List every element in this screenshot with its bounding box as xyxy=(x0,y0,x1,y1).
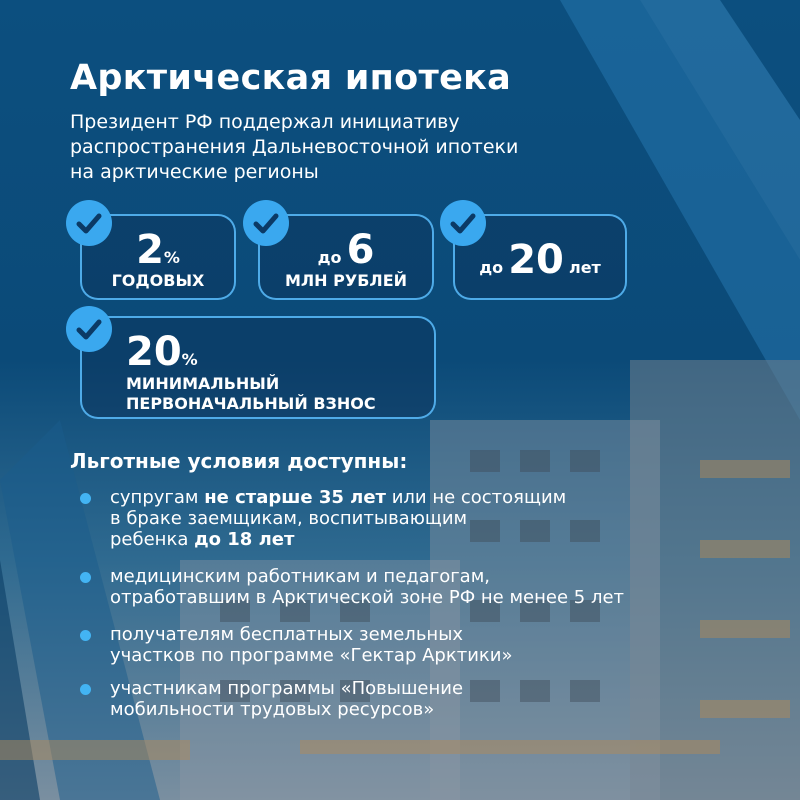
check-icon xyxy=(243,200,289,246)
down-payment-card xyxy=(80,316,436,419)
condition-text: ребенка xyxy=(110,529,195,550)
condition-item xyxy=(80,566,780,608)
term-value: 20 xyxy=(508,237,564,283)
condition-item xyxy=(80,678,720,720)
down-payment-value: 20 xyxy=(126,329,182,375)
condition-text: или не состоящим xyxy=(385,487,567,508)
bullet-icon xyxy=(80,684,91,695)
condition-text: медицинским работникам и педагогам, xyxy=(110,566,491,587)
bullet-icon xyxy=(80,572,91,583)
amount-prefix: до xyxy=(317,248,342,267)
subtitle: Президент РФ поддержал инициативу распространения Дальневосточной ипотеки на арктические регионы xyxy=(70,111,519,183)
condition-bold: не старше 35 лет xyxy=(204,487,386,508)
condition-text: участникам программы «Повышение xyxy=(110,678,464,699)
page-title: Арктическая ипотека xyxy=(70,58,512,98)
bullet-icon xyxy=(80,493,91,504)
condition-text: участков по программе «Гектар Арктики» xyxy=(110,645,513,666)
condition-text: мобильности трудовых ресурсов» xyxy=(110,699,435,720)
condition-item xyxy=(80,487,720,550)
down-payment-unit: % xyxy=(181,350,198,369)
condition-text: отработавшим в Арктической зоне РФ не менее 5 лет xyxy=(110,587,625,608)
condition-text: супругам xyxy=(110,487,205,508)
down-payment-label-1: МИНИМАЛЬНЫЙ xyxy=(126,374,280,393)
rate-value: 2 xyxy=(136,227,164,273)
check-icon xyxy=(440,200,486,246)
conditions-title: Льготные условия доступны: xyxy=(70,449,408,473)
down-payment-label-2: ПЕРВОНАЧАЛЬНЫЙ ВЗНОС xyxy=(126,394,376,413)
check-icon xyxy=(66,200,112,246)
bullet-icon xyxy=(80,630,91,641)
rate-label: ГОДОВЫХ xyxy=(111,271,205,290)
rate-unit: % xyxy=(163,248,180,267)
amount-label: МЛН РУБЛЕЙ xyxy=(284,271,408,290)
amount-value: 6 xyxy=(346,227,375,273)
check-icon xyxy=(66,306,112,352)
term-suffix: лет xyxy=(568,258,601,277)
condition-bold: до 18 лет xyxy=(194,529,295,550)
condition-text: в браке заемщикам, воспитывающим xyxy=(110,508,468,529)
condition-item xyxy=(80,624,720,666)
term-prefix: до xyxy=(479,258,504,277)
condition-text: получателям бесплатных земельных xyxy=(110,624,464,645)
